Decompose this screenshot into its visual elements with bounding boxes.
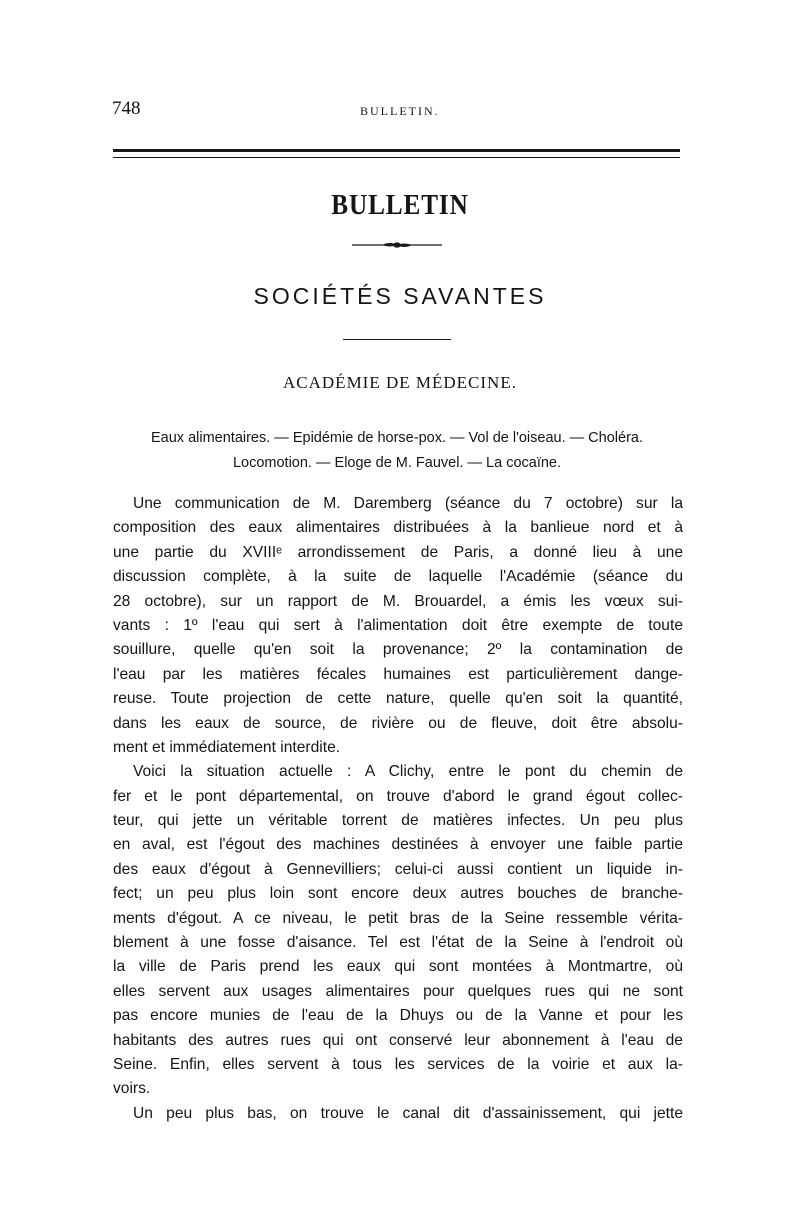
text-line: pas encore munies de l'eau de la Dhuys ou de la Vanne et pour les xyxy=(113,1007,683,1025)
academy-title: ACADÉMIE DE MÉDECINE. xyxy=(283,373,517,392)
running-title: BULLETIN. xyxy=(360,104,440,118)
section-rule xyxy=(343,339,451,340)
text-line: Voici la situation actuelle : A Clichy, entre le pont du chemin de xyxy=(133,763,683,781)
page-number: 748 xyxy=(112,98,141,119)
text-line: des eaux d'égout à Gennevilliers; celui-ci aussi contient un liquide in- xyxy=(113,860,683,878)
topics-summary xyxy=(114,426,680,476)
text-line: souillure, quelle qu'en soit la provenance; 2º la contamination de xyxy=(113,641,683,659)
text-line: fect; un peu plus loin sont encore deux autres bouches de branche- xyxy=(113,885,683,903)
text-line: vants : 1º l'eau qui sert à l'alimentation doit être exempte de toute xyxy=(113,616,683,634)
text-line: Seine. Enfin, elles servent à tous les services de la voirie et aux la- xyxy=(113,1055,683,1073)
text-line: l'eau par les matières fécales humaines est particulièrement dange- xyxy=(113,665,683,683)
text-line: Une communication de M. Daremberg (séance du 7 octobre) sur la xyxy=(133,495,683,512)
text-line: Un peu plus bas, on trouve le canal dit d'assainissement, qui jette xyxy=(133,1104,683,1122)
body-text xyxy=(113,492,683,1126)
text-line: dans les eaux de source, de rivière ou de fleuve, doit être absolu- xyxy=(113,714,683,732)
paragraph xyxy=(113,760,683,1101)
text-line: habitants des autres rues qui ont conservé leur abonnement à l'eau de xyxy=(113,1031,683,1049)
text-line: la ville de Paris prend les eaux qui sont montées à Montmartre, où xyxy=(113,958,683,976)
text-line: elles servent aux usages alimentaires pour quelques rues qui ne sont xyxy=(113,982,683,1000)
text-line: teur, qui jette un véritable torrent de matières infectes. Un peu plus xyxy=(113,812,683,830)
summary-line: Locomotion. — Eloge de M. Fauvel. — La cocaïne. xyxy=(232,455,562,471)
header-double-rule xyxy=(113,149,680,158)
text-line: blement à une fosse d'aisance. Tel est l'état de la Seine à l'endroit où xyxy=(113,934,683,952)
main-title: BULLETIN xyxy=(331,190,469,221)
paragraph xyxy=(113,1102,683,1126)
title-ornament xyxy=(352,241,442,249)
text-line: 28 octobre), sur un rapport de M. Brouardel, a émis les vœux sui- xyxy=(113,592,683,610)
text-line: ment et immédiatement interdite. xyxy=(113,738,341,756)
text-line: fer et le pont départemental, on trouve d'abord le grand égout collec- xyxy=(113,787,683,805)
summary-line: Eaux alimentaires. — Epidémie de horse-pox. — Vol de l'oiseau. — Choléra. xyxy=(151,430,643,446)
running-head xyxy=(112,94,682,124)
section-title: SOCIÉTÉS SAVANTES xyxy=(253,283,547,309)
text-line: en aval, est l'égout des machines destinées à envoyer une faible partie xyxy=(113,836,683,854)
paragraph xyxy=(113,492,683,760)
text-line: une partie du XVIIIᵉ arrondissement de Paris, a donné lieu à une xyxy=(113,543,683,561)
text-line: reuse. Toute projection de cette nature, quelle qu'en soit la quantité, xyxy=(113,690,683,708)
text-line: ments d'égout. A ce niveau, le petit bras de la Seine ressemble vérita- xyxy=(113,909,683,927)
text-line: voirs. xyxy=(113,1080,151,1098)
text-line: composition des eaux alimentaires distribuées à la banlieue nord et à xyxy=(113,519,683,537)
text-line: discussion complète, à la suite de laquelle l'Académie (séance du xyxy=(113,568,683,586)
